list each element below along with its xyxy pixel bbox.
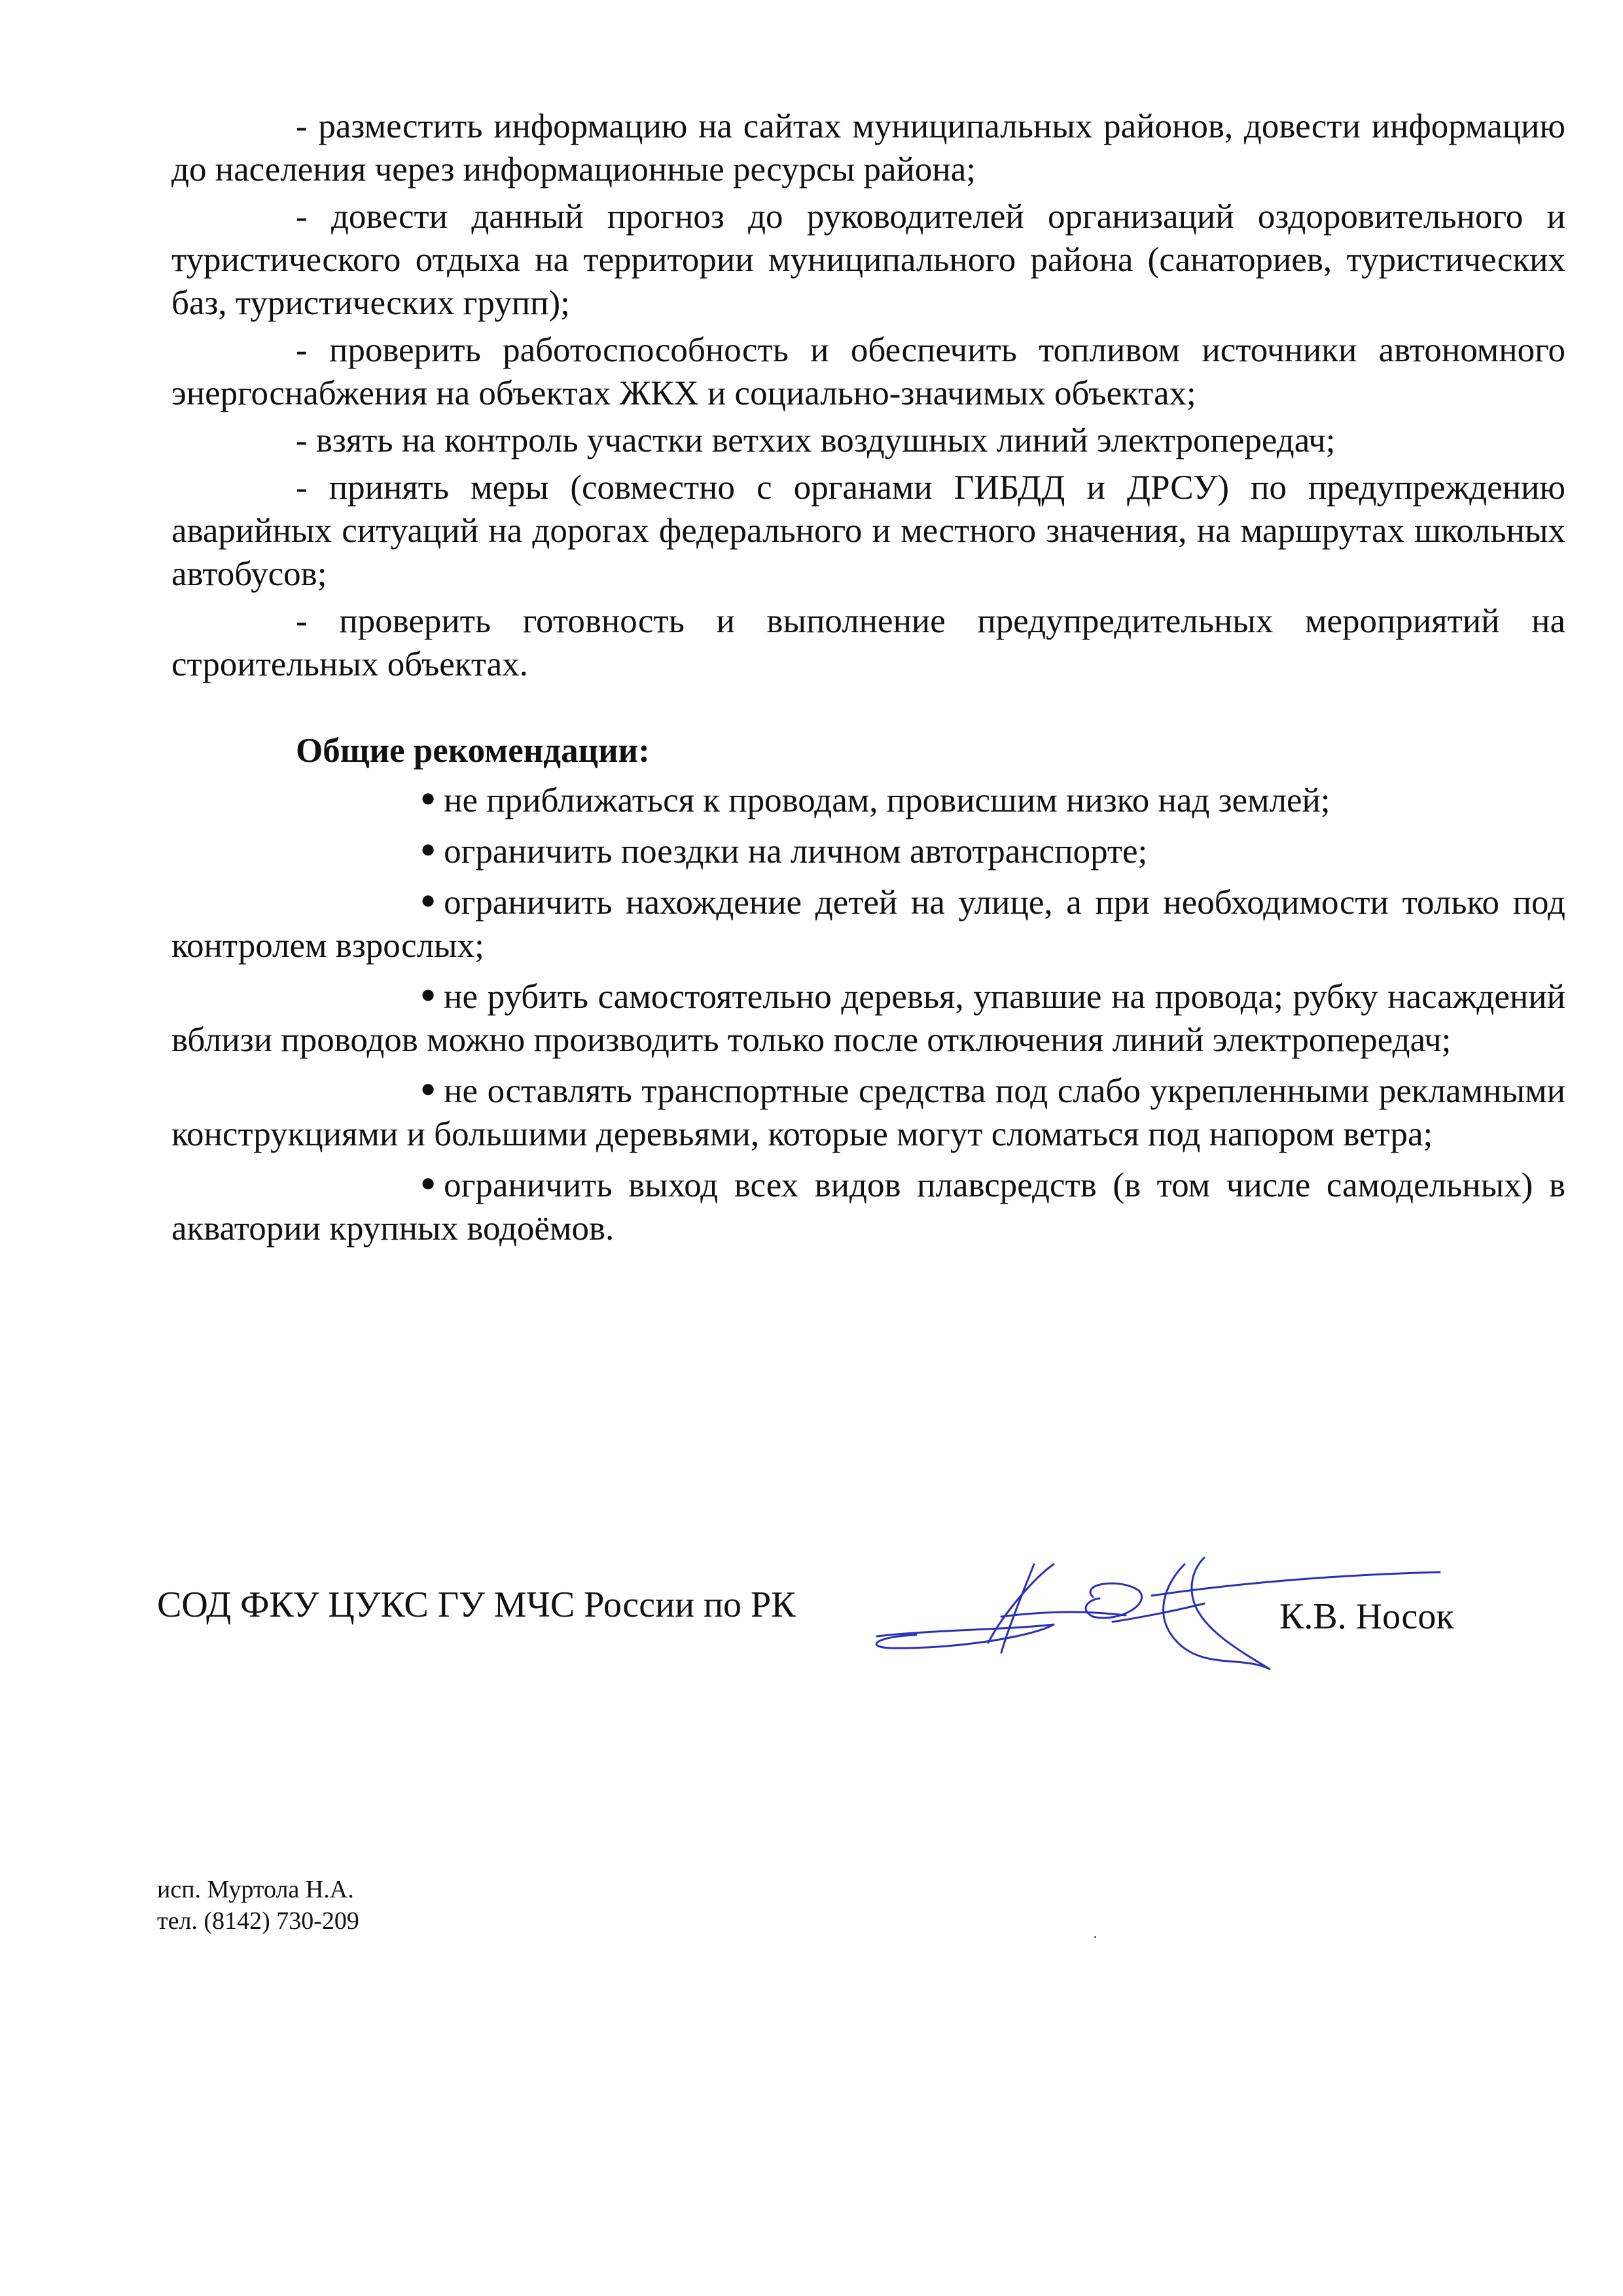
executor-phone: тел. (8142) 730-209 (157, 1907, 359, 1935)
scan-speck (1094, 1936, 1096, 1938)
action-paragraph: - проверить готовность и выполнение предупредительных мероприятий на строительных объектах. (171, 602, 1565, 683)
action-paragraph: - проверить работоспособность и обеспечить топливом источники автономного энергоснабжения на объектах ЖКХ и социально-значимых объектах; (171, 331, 1565, 412)
signatory-name: К.В. Носок (1279, 1596, 1454, 1637)
document-body (171, 105, 1565, 1255)
recommendation-text: ограничить поездки на личном автотранспорте; (444, 833, 1148, 870)
recommendation-item (171, 827, 1565, 873)
recommendation-item (171, 1161, 1565, 1250)
bullet-icon: ● (420, 1168, 437, 1197)
signatory-organization: СОД ФКУ ЦУКС ГУ МЧС России по РК (157, 1585, 796, 1625)
recommendation-text: ограничить нахождение детей на улице, а при необходимости только под контролем взрослых; (171, 884, 1565, 965)
bullet-icon: ● (420, 834, 437, 863)
recommendations-title: Общие рекомендации: (296, 732, 650, 770)
action-paragraph: - довести данный прогноз до руководителей организаций оздоровительного и туристического отдыха на территории муниципального района (санаториев, туристических баз, туристических групп); (171, 198, 1565, 322)
action-paragraph: - принять меры (совместно с органами ГИБДД и ДРСУ) по предупреждению аварийных ситуаций на дорогах федерального и местного значения, на маршрутах школьных автобусов; (171, 469, 1565, 593)
recommendation-text: не оставлять транспортные средства под слабо укрепленными рекламными конструкциями и большими деревьями, которые могут сломаться под напором ветра; (171, 1072, 1565, 1153)
bullet-icon: ● (420, 885, 437, 914)
signature-block (157, 1564, 1466, 1695)
bullet-icon: ● (420, 1073, 437, 1103)
executor-name: исп. Муртола Н.А. (157, 1876, 354, 1903)
action-paragraph: - взять на контроль участки ветхих воздушных линий электропередач; (296, 422, 1336, 459)
recommendation-text: ограничить выход всех видов плавсредств (в том числе самодельных) в акватории крупных водоёмов. (171, 1166, 1565, 1247)
recommendation-item (171, 878, 1565, 967)
bullet-icon: ● (420, 979, 437, 1009)
executor-footer (157, 1874, 359, 1937)
recommendation-item (171, 1067, 1565, 1156)
recommendation-item (171, 776, 1565, 822)
recommendation-item (171, 973, 1565, 1062)
recommendation-text: не приближаться к проводам, провисшим низко над землей; (444, 781, 1330, 819)
recommendation-text: не рубить самостоятельно деревья, упавшие на провода; рубку насаждений вблизи проводов можно производить только после отключения линий электропередач; (171, 978, 1565, 1059)
bullet-icon: ● (420, 783, 437, 812)
action-paragraph: - разместить информацию на сайтах муниципальных районов, довести информацию до населения через информационные ресурсы района; (171, 107, 1565, 188)
